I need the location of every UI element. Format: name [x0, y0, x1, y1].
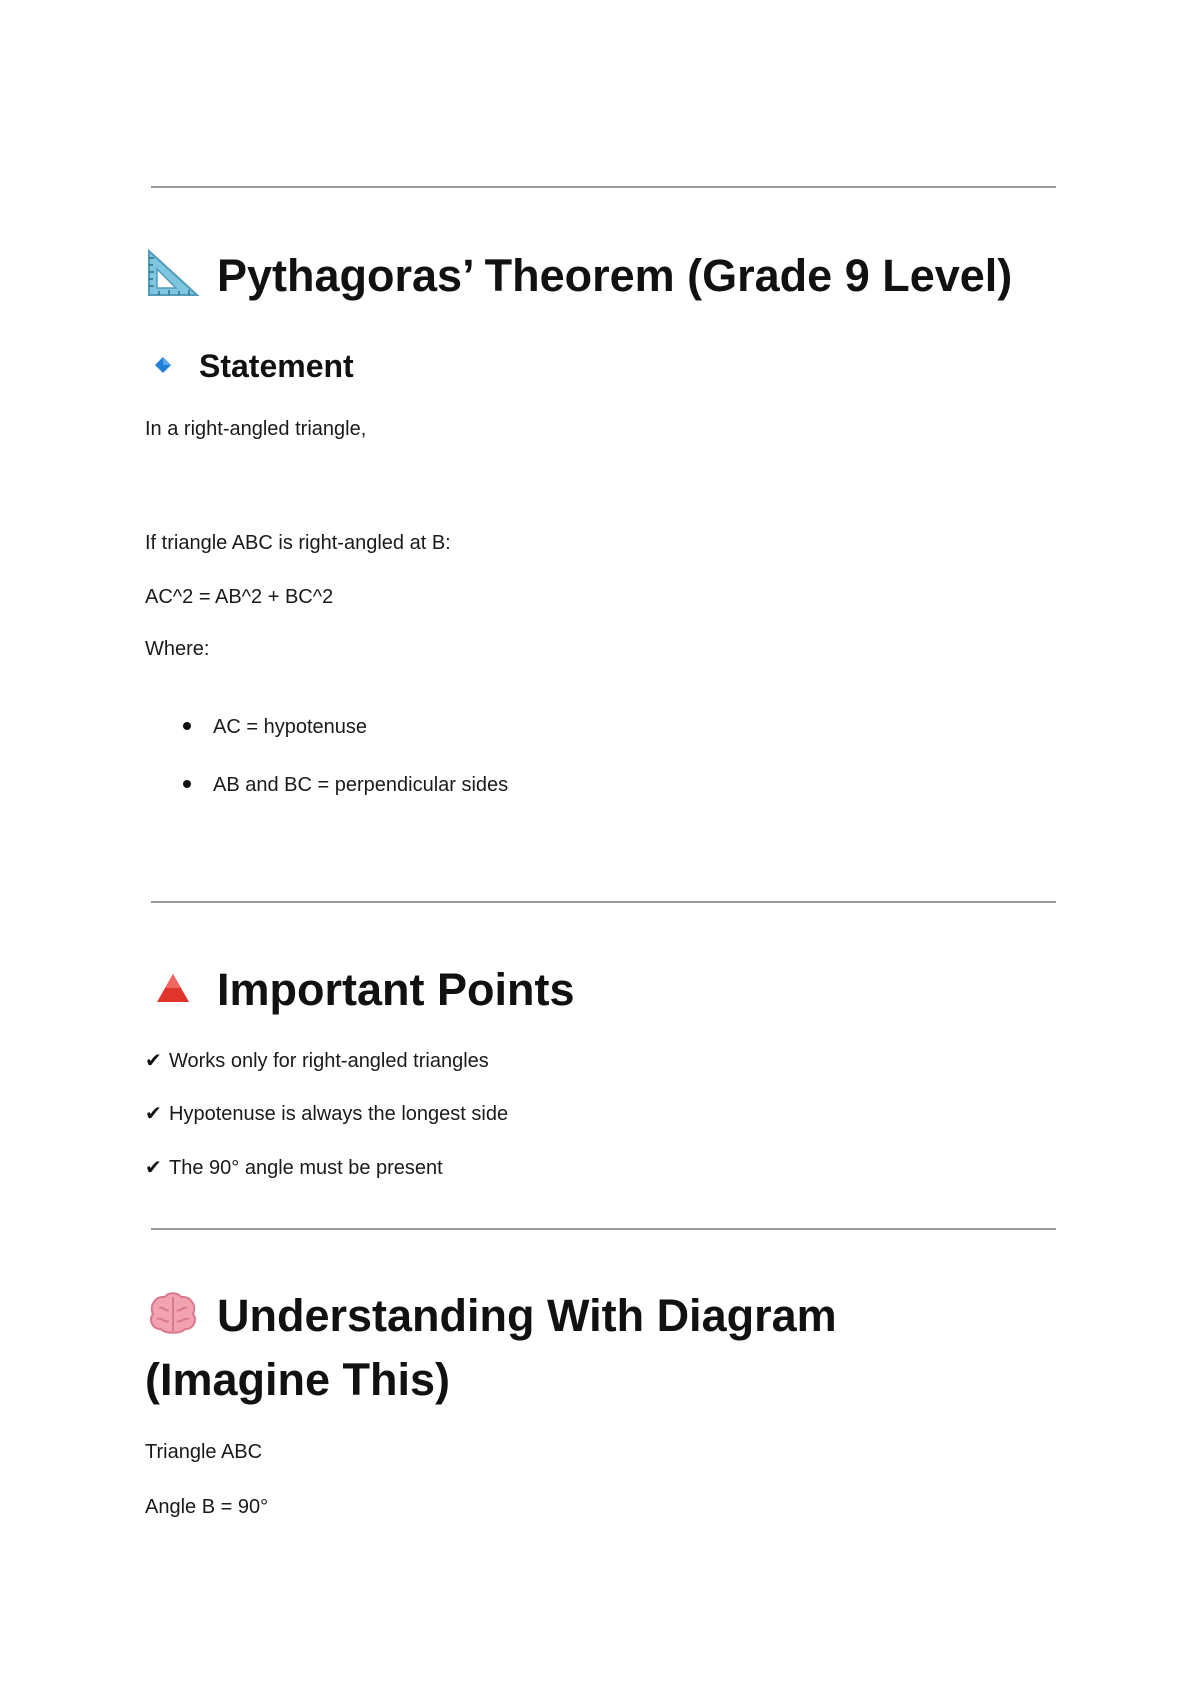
- where-label: Where:: [145, 638, 210, 660]
- subheading-text: Statement: [199, 348, 354, 384]
- heading-text-line2: (Imagine This): [145, 1354, 451, 1405]
- heading-important-points: [145, 958, 575, 1022]
- formula-text: AC^2 = AB^2 + BC^2: [145, 586, 334, 608]
- heading-text: Important Points: [217, 964, 575, 1015]
- heading-text-line1: Understanding With Diagram: [217, 1290, 837, 1341]
- condition-text: If triangle ABC is right-angled at B:: [145, 532, 451, 554]
- point-item: [145, 1155, 443, 1181]
- small-blue-diamond-icon: [145, 347, 181, 383]
- divider-lower: [151, 1228, 1056, 1230]
- point-text: The 90° angle must be present: [169, 1157, 443, 1179]
- bullet-dot: [183, 722, 191, 730]
- intro-text: In a right-angled triangle,: [145, 418, 367, 440]
- divider-middle: [151, 901, 1056, 903]
- check-mark-icon: ✔: [145, 1103, 162, 1125]
- divider-top: [151, 186, 1056, 188]
- heading-understanding-diagram-line2: [145, 1348, 450, 1412]
- list-item-text: AC = hypotenuse: [213, 716, 367, 738]
- subheading-statement: [145, 346, 354, 386]
- list-item-text: AB and BC = perpendicular sides: [213, 774, 509, 796]
- diagram-line: Triangle ABC: [145, 1441, 263, 1463]
- point-text: Works only for right-angled triangles: [169, 1050, 489, 1072]
- heading-text: Pythagoras’ Theorem (Grade 9 Level): [217, 250, 1013, 301]
- check-mark-icon: ✔: [145, 1050, 162, 1072]
- heading-understanding-diagram: [145, 1284, 837, 1348]
- point-item: [145, 1101, 508, 1127]
- diagram-line: Angle B = 90°: [145, 1496, 269, 1518]
- point-text: Hypotenuse is always the longest side: [169, 1103, 509, 1125]
- bullet-dot: [183, 780, 191, 788]
- check-mark-icon: ✔: [145, 1157, 162, 1179]
- red-triangle-icon: [145, 962, 201, 1012]
- point-item: [145, 1048, 489, 1074]
- brain-icon: [145, 1288, 201, 1338]
- triangle-ruler-icon: [145, 248, 201, 298]
- list-item: [183, 772, 508, 798]
- list-item: [183, 714, 367, 740]
- heading-pythagoras-theorem: [145, 244, 1012, 308]
